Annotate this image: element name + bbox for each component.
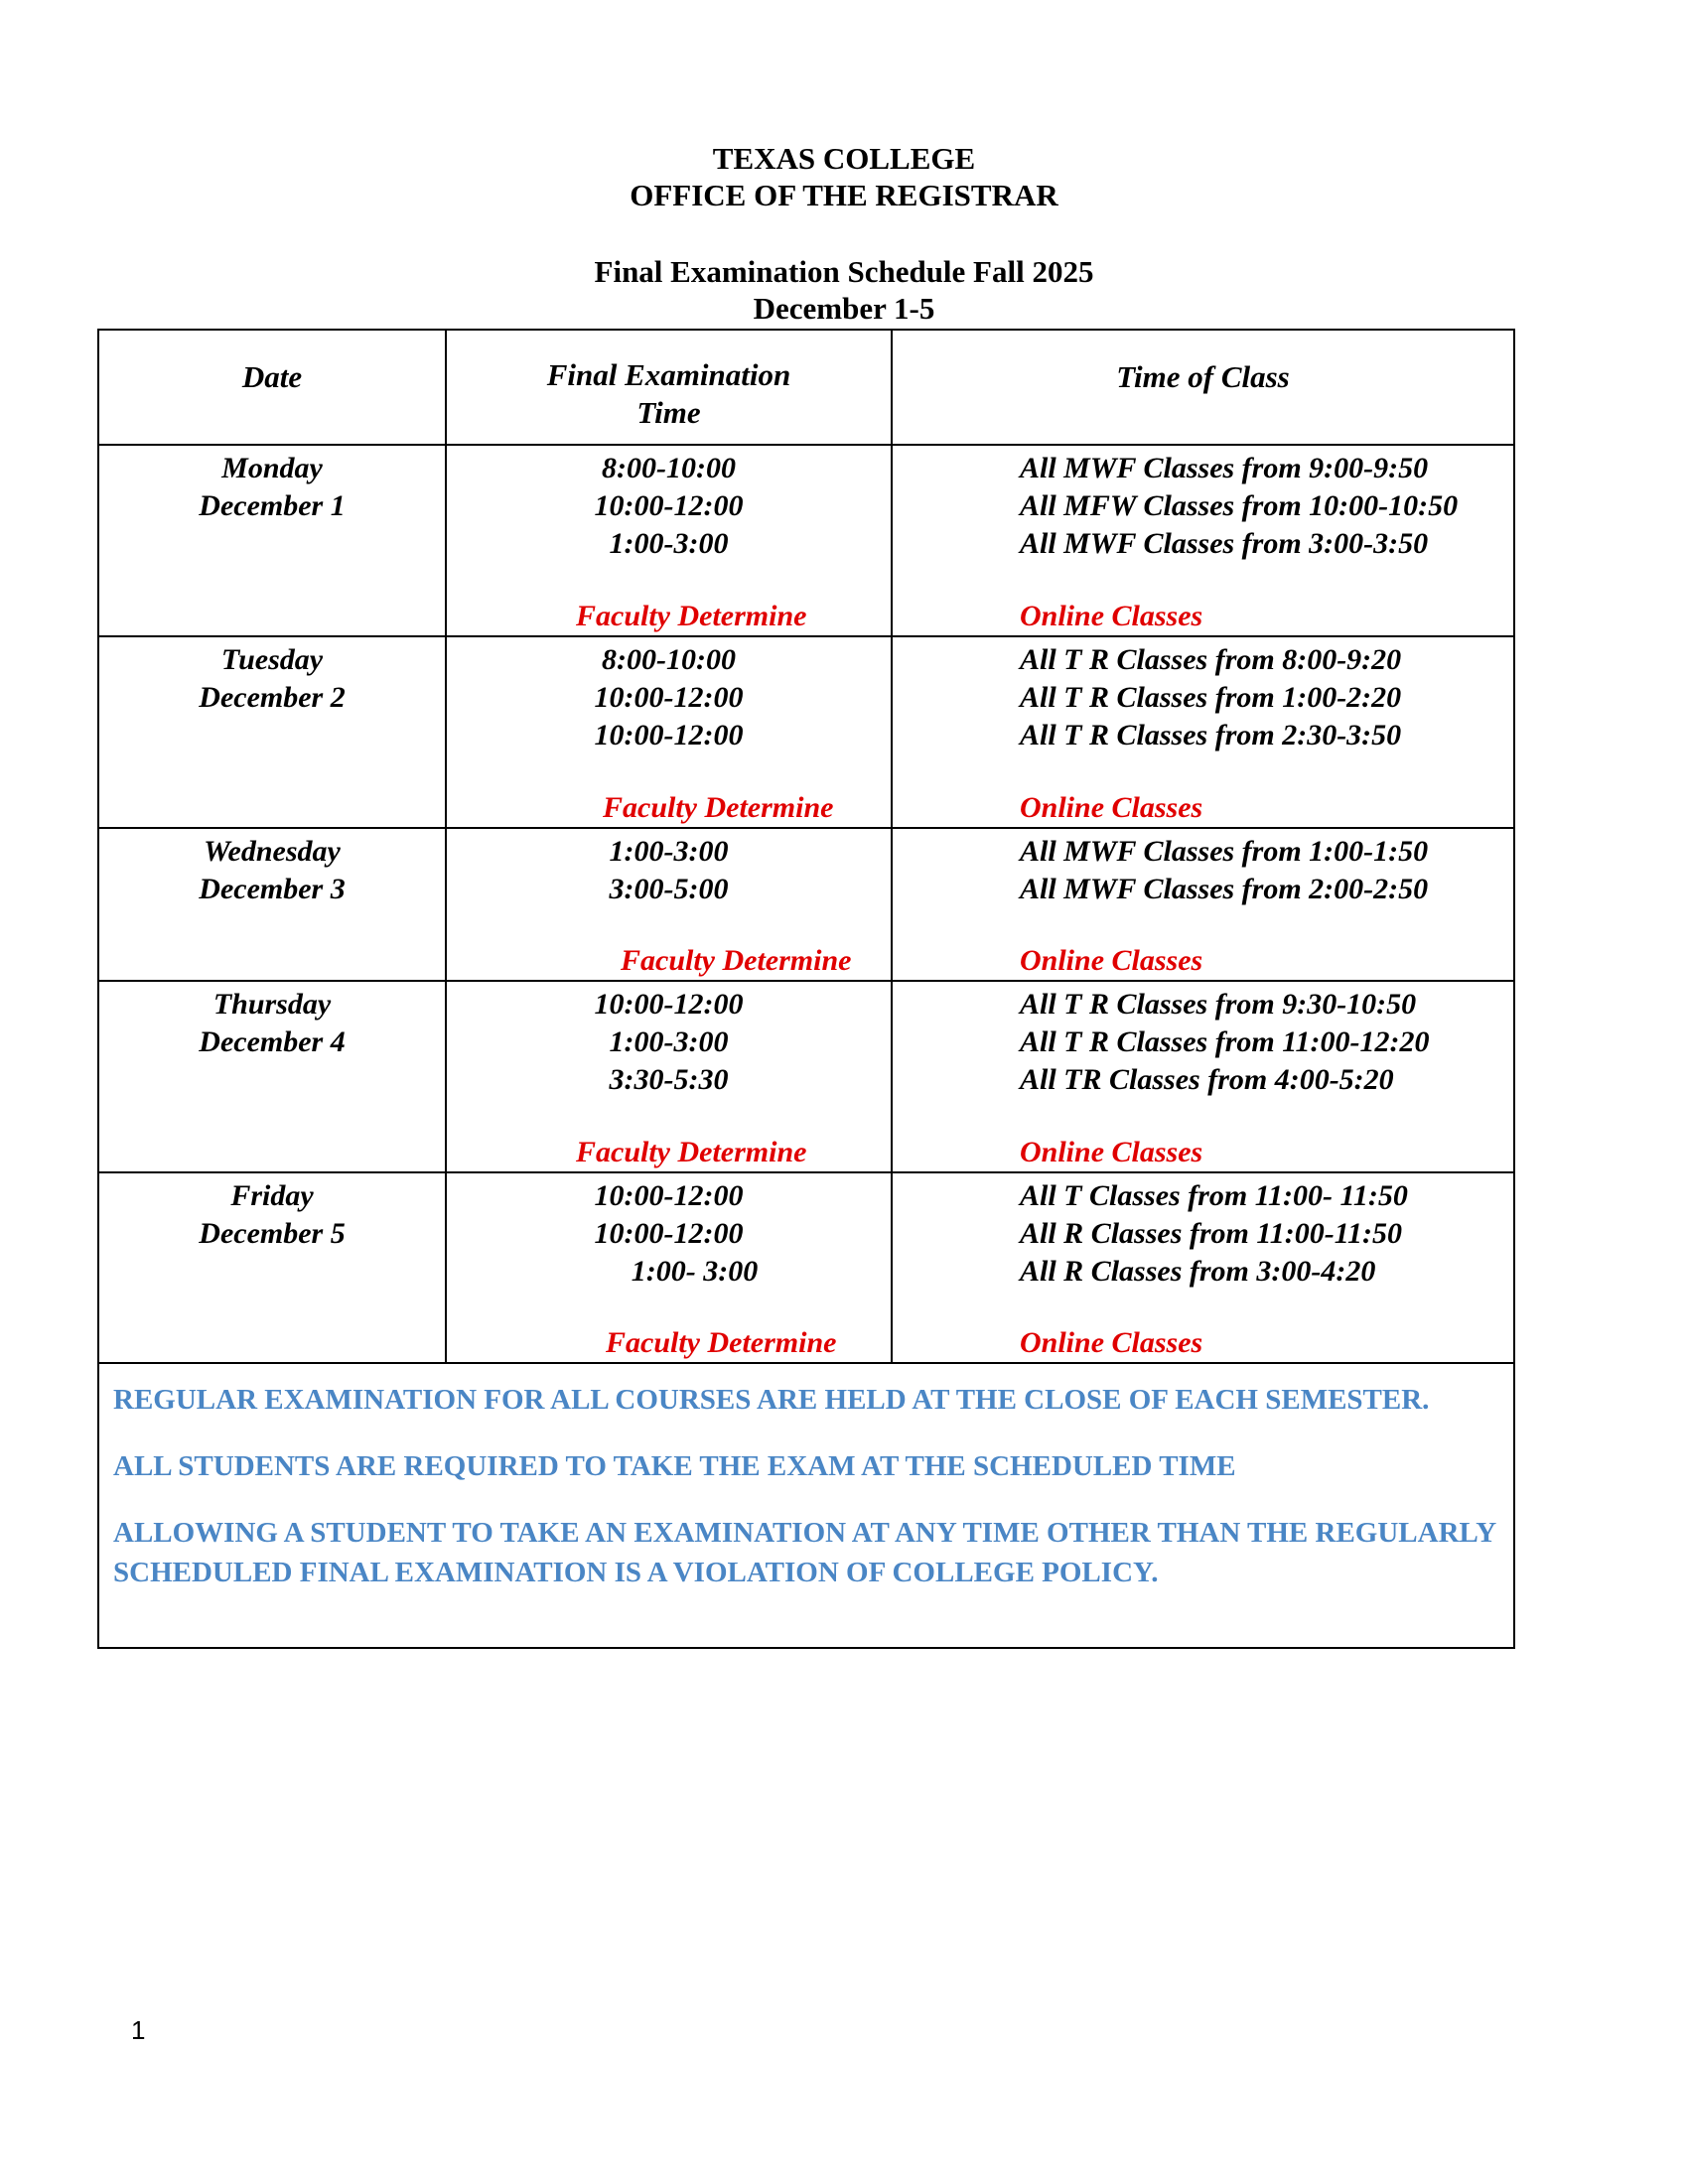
online-classes-note: Online Classes (1020, 599, 1203, 632)
schedule-dates: December 1-5 (753, 291, 935, 326)
faculty-determine-note: Faculty Determine (576, 1135, 807, 1168)
table-header-row (98, 330, 1514, 445)
class-time-cell: All T Classes from 11:00- 11:50 All R Classes from 11:00-11:50 All R Classes from 3:00-4:20 Online Classes (892, 1172, 1514, 1364)
class-time-cell: All T R Classes from 9:30-10:50 All T R Classes from 11:00-12:20 All TR Classes from 4:00-5:20 Online Classes (892, 981, 1514, 1172)
faculty-determine-note: Faculty Determine (603, 790, 834, 824)
table-row (98, 445, 1514, 636)
institution-name: TEXAS COLLEGE (712, 141, 976, 176)
class-time-cell: All MWF Classes from 9:00-9:50 All MFW Classes from 10:00-10:50 All MWF Classes from 3:00-3:50 Online Classes (892, 445, 1514, 636)
day-cell: Monday December 1 (98, 445, 446, 636)
page-number: 1 (131, 2015, 146, 2045)
day-cell: Friday December 5 (98, 1172, 446, 1364)
policy-note: ALL STUDENTS ARE REQUIRED TO TAKE THE EXAM AT THE SCHEDULED TIME (113, 1450, 1236, 1483)
day-cell: Tuesday December 2 (98, 636, 446, 828)
schedule-title: Final Examination Schedule Fall 2025 (594, 254, 1094, 289)
table-row (98, 828, 1514, 981)
table-row (98, 981, 1514, 1172)
exam-time-cell: 10:00-12:00 10:00-12:00 1:00- 3:00 Faculty Determine (446, 1172, 892, 1364)
policy-note: ALLOWING A STUDENT TO TAKE AN EXAMINATION AT ANY TIME OTHER THAN THE REGULARLY SCHEDULED FINAL EXAMINATION IS A VIOLATION OF COLLEGE POLICY. (113, 1517, 1496, 1589)
faculty-determine-note: Faculty Determine (621, 943, 852, 977)
day-cell: Thursday December 4 (98, 981, 446, 1172)
column-header-exam-time: Final Examination Time (446, 330, 892, 445)
exam-time-cell: 1:00-3:00 3:00-5:00 Faculty Determine (446, 828, 892, 981)
online-classes-note: Online Classes (1020, 1326, 1203, 1360)
policy-notes-cell (98, 1363, 1514, 1648)
online-classes-note: Online Classes (1020, 1135, 1203, 1168)
faculty-determine-note: Faculty Determine (606, 1326, 837, 1360)
class-time-cell: All T R Classes from 8:00-9:20 All T R Classes from 1:00-2:20 All T R Classes from 2:30-3:50 Online Classes (892, 636, 1514, 828)
faculty-determine-note: Faculty Determine (576, 599, 807, 632)
column-header-class-time: Time of Class (892, 330, 1514, 445)
policy-notes-row (98, 1363, 1514, 1648)
online-classes-note: Online Classes (1020, 943, 1203, 977)
online-classes-note: Online Classes (1020, 790, 1203, 824)
exam-time-cell: 10:00-12:00 1:00-3:00 3:30-5:30 Faculty Determine (446, 981, 892, 1172)
column-header-date: Date (98, 330, 446, 445)
day-cell: Wednesday December 3 (98, 828, 446, 981)
table-row (98, 1172, 1514, 1364)
office-name: OFFICE OF THE REGISTRAR (630, 178, 1058, 212)
exam-time-cell: 8:00-10:00 10:00-12:00 1:00-3:00 Faculty Determine (446, 445, 892, 636)
exam-time-cell: 8:00-10:00 10:00-12:00 10:00-12:00 Faculty Determine (446, 636, 892, 828)
table-row (98, 636, 1514, 828)
exam-schedule-table (97, 329, 1515, 1649)
class-time-cell: All MWF Classes from 1:00-1:50 All MWF Classes from 2:00-2:50 Online Classes (892, 828, 1514, 981)
policy-note: REGULAR EXAMINATION FOR ALL COURSES ARE HELD AT THE CLOSE OF EACH SEMESTER. (113, 1384, 1430, 1417)
